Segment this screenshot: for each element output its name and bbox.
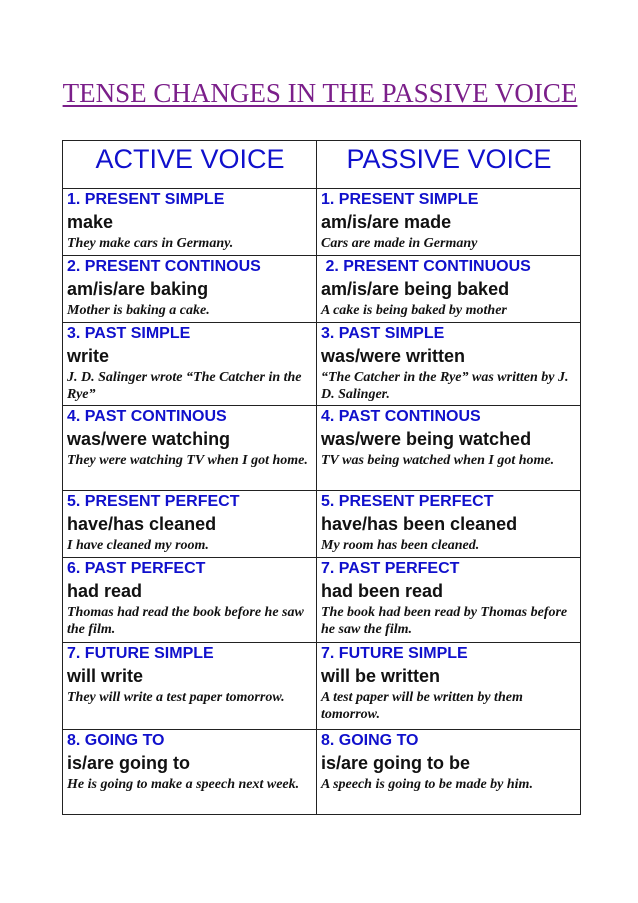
example-sentence: A test paper will be written by them tomorrow.	[321, 690, 523, 722]
active-cell	[63, 558, 317, 643]
example-sentence: A speech is going to be made by him.	[321, 777, 533, 792]
tense-name: 1. PRESENT SIMPLE	[321, 191, 479, 208]
example-sentence: I have cleaned my room.	[67, 538, 209, 553]
example-sentence: They will write a test paper tomorrow.	[67, 690, 285, 705]
tense-name: 7. FUTURE SIMPLE	[67, 645, 214, 662]
table-row	[63, 256, 581, 323]
table-row	[63, 730, 581, 815]
table-row	[63, 406, 581, 491]
example-sentence: TV was being watched when I got home.	[321, 453, 555, 468]
tense-name: 4. PAST CONTINOUS	[321, 408, 481, 425]
example-sentence: The book had been read by Thomas before he saw the film.	[321, 605, 568, 637]
active-cell	[63, 406, 317, 491]
tense-name: 2. PRESENT CONTINUOUS	[321, 258, 531, 275]
active-cell	[63, 491, 317, 558]
example-sentence: My room has been cleaned.	[321, 538, 480, 553]
tense-name: 3. PAST SIMPLE	[321, 325, 445, 342]
passive-cell	[317, 730, 581, 815]
verb-form: was/were watching	[67, 429, 231, 449]
table-row	[63, 323, 581, 406]
document-title: TENSE CHANGES IN THE PASSIVE VOICE	[62, 78, 578, 108]
example-sentence: A cake is being baked by mother	[321, 303, 507, 318]
active-cell	[63, 730, 317, 815]
verb-form: write	[67, 346, 110, 366]
verb-form: am/is/are baking	[67, 279, 209, 299]
verb-form: am/is/are being baked	[321, 279, 510, 299]
active-cell	[63, 256, 317, 323]
example-sentence: They make cars in Germany.	[67, 236, 234, 251]
table-row	[63, 643, 581, 730]
table-row	[63, 189, 581, 256]
tense-name: 1. PRESENT SIMPLE	[67, 191, 225, 208]
passive-cell	[317, 323, 581, 406]
tense-name: 2. PRESENT CONTINOUS	[67, 258, 261, 275]
tense-name: 5. PRESENT PERFECT	[321, 493, 494, 510]
verb-form: have/has been cleaned	[321, 514, 518, 534]
verb-form: have/has cleaned	[67, 514, 217, 534]
tense-name: 8. GOING TO	[67, 732, 165, 749]
tense-name: 3. PAST SIMPLE	[67, 325, 191, 342]
example-sentence: “The Catcher in the Rye” was written by J. D. Salinger.	[321, 370, 569, 402]
verb-form: will be written	[321, 666, 441, 686]
tense-name: 7. FUTURE SIMPLE	[321, 645, 468, 662]
verb-form: was/were being watched	[321, 429, 532, 449]
passive-cell	[317, 406, 581, 491]
verb-form: had read	[67, 581, 143, 601]
table-header-row	[63, 141, 581, 189]
active-cell	[63, 323, 317, 406]
tense-name: 4. PAST CONTINOUS	[67, 408, 227, 425]
active-cell	[63, 643, 317, 730]
tense-name: 5. PRESENT PERFECT	[67, 493, 240, 510]
example-sentence: Cars are made in Germany	[321, 236, 478, 251]
tense-name: 8. GOING TO	[321, 732, 419, 749]
tense-table	[62, 140, 581, 815]
active-cell	[63, 189, 317, 256]
verb-form: was/were written	[321, 346, 466, 366]
verb-form: had been read	[321, 581, 444, 601]
verb-form: make	[67, 212, 114, 232]
passive-cell	[317, 643, 581, 730]
header-passive-voice: PASSIVE VOICE	[317, 141, 581, 189]
example-sentence: J. D. Salinger wrote “The Catcher in the Rye”	[67, 370, 302, 402]
passive-cell	[317, 558, 581, 643]
verb-form: is/are going to be	[321, 753, 471, 773]
example-sentence: Thomas had read the book before he saw the film.	[67, 605, 304, 637]
table-row	[63, 491, 581, 558]
verb-form: is/are going to	[67, 753, 191, 773]
verb-form: am/is/are made	[321, 212, 452, 232]
table-row	[63, 558, 581, 643]
verb-form: will write	[67, 666, 144, 686]
passive-cell	[317, 189, 581, 256]
passive-cell	[317, 256, 581, 323]
example-sentence: He is going to make a speech next week.	[67, 777, 300, 792]
passive-cell	[317, 491, 581, 558]
header-active-voice: ACTIVE VOICE	[63, 141, 317, 189]
tense-name: 6. PAST PERFECT	[67, 560, 206, 577]
example-sentence: Mother is baking a cake.	[67, 303, 210, 318]
tense-name: 7. PAST PERFECT	[321, 560, 460, 577]
example-sentence: They were watching TV when I got home.	[67, 453, 308, 468]
